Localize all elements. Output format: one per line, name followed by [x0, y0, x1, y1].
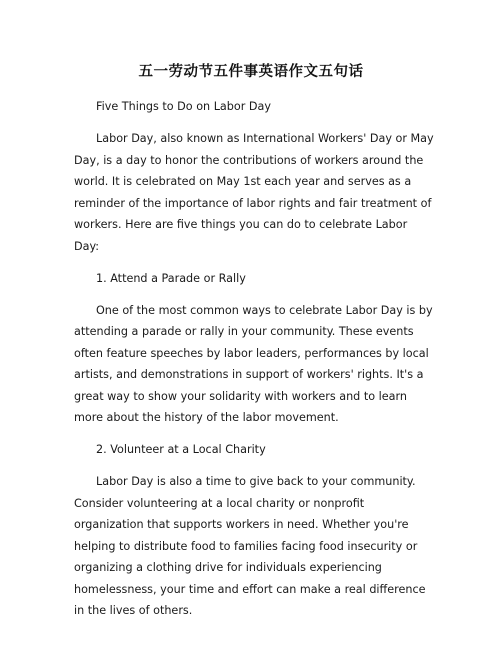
section-heading-volunteer: 2. Volunteer at a Local Charity [96, 443, 266, 456]
section-heading-parade: 1. Attend a Parade or Rally [96, 271, 246, 285]
volunteer-paragraph: Labor Day is also a time to give back to your community. Consider volunteering at a local charity or nonprofit organization that supports workers in need. Whether you're helping to distribute food to families facing food insecurity or organizing a clothing drive for individuals experiencing homelessness, your time and effort can make a real difference in the lives of others. [74, 475, 426, 617]
intro-paragraph: Labor Day, also known as International Workers' Day or May Day, is a day to honor the contributions of workers around the world. It is celebrated on May 1st each year and serves as a reminder of the importance of labor rights and fair treatment of workers. Here are five things you can do to celebrate Labor Day: [74, 132, 434, 253]
parade-paragraph: One of the most common ways to celebrate Labor Day is by attending a parade or rally in your community. These events often feature speeches by labor leaders, performances by local artists, and demonstrations in support of workers' rights. It's a great way to show your solidarity with workers and to learn more about the history of the labor movement. [74, 303, 433, 424]
document-body [74, 96, 434, 632]
essay-heading: Five Things to Do on Labor Day [96, 100, 271, 113]
document-title: 五一劳动节五件事英语作文五句话 [138, 64, 364, 80]
